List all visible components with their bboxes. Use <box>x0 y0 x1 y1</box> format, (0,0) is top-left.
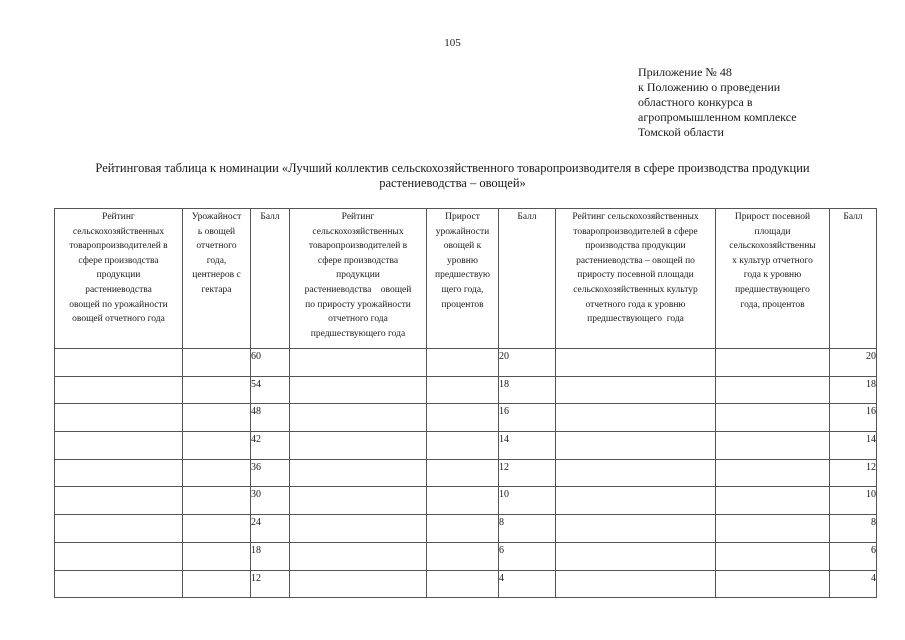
table-row <box>55 376 877 404</box>
column-header-line: по приросту урожайности <box>305 299 411 310</box>
column-header-line: года к уровню <box>743 270 802 281</box>
column-header-line: овощей к <box>443 241 482 252</box>
empty-cell <box>290 404 427 432</box>
column-header-line: товаропроизводителей в <box>308 241 408 252</box>
table-row <box>55 515 877 543</box>
column-header <box>427 209 499 349</box>
empty-cell <box>183 487 251 515</box>
empty-cell <box>183 515 251 543</box>
column-header-line: предшествую <box>435 270 490 281</box>
column-header-line: товаропроизводителей в сфере <box>573 226 698 237</box>
empty-cell <box>427 459 499 487</box>
column-header <box>290 209 427 349</box>
empty-cell <box>55 515 183 543</box>
ball-cell: 36 <box>251 459 290 487</box>
column-header-line: товаропроизводителей в <box>69 241 168 252</box>
column-header <box>556 209 716 349</box>
empty-cell <box>427 404 499 432</box>
column-header-line: уровню <box>447 255 478 266</box>
table-row <box>55 570 877 598</box>
column-header-line: площади <box>754 226 791 237</box>
column-header <box>251 209 290 349</box>
empty-cell <box>716 404 830 432</box>
column-header-line: сельскохозяйственны <box>729 241 816 252</box>
column-header-line: щего года, <box>441 284 484 295</box>
column-header-line: Балл <box>517 212 537 222</box>
empty-cell <box>183 432 251 460</box>
ball-cell: 8 <box>499 515 556 543</box>
empty-cell <box>290 487 427 515</box>
column-header-line: сельскохозяйственных культур <box>573 284 698 295</box>
appendix-line: областного конкурса в <box>638 95 753 109</box>
ball-cell: 42 <box>251 432 290 460</box>
ball-cell: 12 <box>830 459 877 487</box>
column-header-line: Прирост <box>445 212 480 222</box>
empty-cell <box>55 432 183 460</box>
appendix-line: Томской области <box>638 125 724 139</box>
document-title-line: растениеводства – овощей» <box>379 176 526 190</box>
column-header-line: урожайности <box>435 226 490 237</box>
empty-cell <box>556 570 716 598</box>
ball-cell: 20 <box>499 349 556 377</box>
table-body <box>55 349 877 598</box>
ball-cell: 12 <box>251 570 290 598</box>
column-header-line: гектара <box>201 284 232 295</box>
appendix-block <box>638 65 878 140</box>
column-header-line: Прирост посевной <box>734 212 811 222</box>
empty-cell <box>716 349 830 377</box>
empty-cell <box>556 376 716 404</box>
empty-cell <box>55 570 183 598</box>
table-row <box>55 432 877 460</box>
column-header-line: предшествующего года <box>587 314 684 325</box>
empty-cell <box>55 459 183 487</box>
ball-cell: 16 <box>499 404 556 432</box>
ball-cell: 48 <box>251 404 290 432</box>
empty-cell <box>183 570 251 598</box>
column-header-line: продукции <box>336 270 380 281</box>
ball-cell: 10 <box>830 487 877 515</box>
empty-cell <box>427 432 499 460</box>
ball-cell: 6 <box>499 542 556 570</box>
column-header-line: овощей отчетного года <box>72 314 165 325</box>
column-header <box>55 209 183 349</box>
empty-cell <box>290 459 427 487</box>
column-header-line: Рейтинг <box>102 212 135 222</box>
empty-cell <box>55 542 183 570</box>
column-header-line: отчетного <box>196 241 237 252</box>
column-header-line: года, <box>206 255 227 266</box>
empty-cell <box>427 487 499 515</box>
table-row <box>55 459 877 487</box>
empty-cell <box>290 432 427 460</box>
empty-cell <box>427 376 499 404</box>
empty-cell <box>716 542 830 570</box>
column-header-line: растениеводства овощей <box>304 284 412 295</box>
column-header-line: центнеров с <box>192 270 241 281</box>
empty-cell <box>290 376 427 404</box>
column-header-line: года, процентов <box>740 299 805 310</box>
column-header-line: ь овощей <box>197 226 236 237</box>
column-header-line: продукции <box>96 270 141 281</box>
empty-cell <box>290 542 427 570</box>
empty-cell <box>556 349 716 377</box>
empty-cell <box>427 570 499 598</box>
empty-cell <box>716 487 830 515</box>
ball-cell: 20 <box>830 349 877 377</box>
ball-cell: 24 <box>251 515 290 543</box>
ball-cell: 16 <box>830 404 877 432</box>
column-header-line: производства продукции <box>585 241 686 252</box>
empty-cell <box>183 542 251 570</box>
ball-cell: 54 <box>251 376 290 404</box>
empty-cell <box>556 404 716 432</box>
empty-cell <box>55 376 183 404</box>
column-header-line: предшествующего <box>735 284 810 295</box>
empty-cell <box>183 459 251 487</box>
empty-cell <box>183 376 251 404</box>
ball-cell: 12 <box>499 459 556 487</box>
column-header-line: Балл <box>260 212 280 222</box>
ball-cell: 4 <box>830 570 877 598</box>
empty-cell <box>55 487 183 515</box>
column-header-line: отчетного года <box>328 314 388 325</box>
column-header <box>499 209 556 349</box>
ball-cell: 14 <box>499 432 556 460</box>
empty-cell <box>55 349 183 377</box>
empty-cell <box>55 404 183 432</box>
column-header-line: Урожайност <box>191 212 242 222</box>
page-number: 105 <box>444 37 461 49</box>
document-title-line: Рейтинговая таблица к номинации «Лучший коллектив сельскохозяйственного товаропроизводителя в сфере производства продукции <box>95 161 810 175</box>
empty-cell <box>290 515 427 543</box>
empty-cell <box>427 542 499 570</box>
column-header <box>830 209 877 349</box>
empty-cell <box>556 542 716 570</box>
column-header-line: х культур отчетного <box>732 255 813 266</box>
table-row <box>55 542 877 570</box>
empty-cell <box>290 349 427 377</box>
ball-cell: 18 <box>251 542 290 570</box>
document-title <box>40 161 865 191</box>
column-header <box>183 209 251 349</box>
empty-cell <box>556 459 716 487</box>
empty-cell <box>290 570 427 598</box>
empty-cell <box>716 515 830 543</box>
appendix-line: к Положению о проведении <box>638 80 781 94</box>
column-header-line: предшествующего года <box>310 328 406 339</box>
column-header-line: сфере производства <box>78 255 159 266</box>
empty-cell <box>556 487 716 515</box>
column-header-line: Рейтинг <box>341 212 375 222</box>
empty-cell <box>183 349 251 377</box>
appendix-line: агропромышленном комплексе <box>638 110 797 124</box>
column-header <box>716 209 830 349</box>
appendix-line: Приложение № 48 <box>638 65 732 79</box>
column-header-line: процентов <box>441 299 484 310</box>
ball-cell: 60 <box>251 349 290 377</box>
table-row <box>55 404 877 432</box>
column-header-line: овощей по урожайности <box>69 299 168 310</box>
empty-cell <box>716 570 830 598</box>
empty-cell <box>183 404 251 432</box>
ball-cell: 18 <box>499 376 556 404</box>
table-header-row <box>55 209 877 349</box>
ball-cell: 18 <box>830 376 877 404</box>
column-header-line: сельскохозяйственных <box>312 226 404 237</box>
column-header-line: сельскохозяйственных <box>72 226 165 237</box>
empty-cell <box>716 459 830 487</box>
table-row <box>55 349 877 377</box>
column-header-line: отчетного года к уровню <box>585 299 686 310</box>
empty-cell <box>427 515 499 543</box>
ball-cell: 14 <box>830 432 877 460</box>
column-header-line: сфере производства <box>317 255 399 266</box>
ball-cell: 6 <box>830 542 877 570</box>
rating-table <box>54 208 877 598</box>
table-row <box>55 487 877 515</box>
column-header-line: растениеводства <box>85 284 152 295</box>
ball-cell: 4 <box>499 570 556 598</box>
column-header-line: Балл <box>843 212 863 222</box>
empty-cell <box>556 515 716 543</box>
column-header-line: растениеводства – овощей по <box>576 255 695 266</box>
ball-cell: 10 <box>499 487 556 515</box>
ball-cell: 30 <box>251 487 290 515</box>
empty-cell <box>716 376 830 404</box>
empty-cell <box>716 432 830 460</box>
empty-cell <box>427 349 499 377</box>
column-header-line: Рейтинг сельскохозяйственных <box>572 212 699 222</box>
ball-cell: 8 <box>830 515 877 543</box>
empty-cell <box>556 432 716 460</box>
column-header-line: приросту посевной площади <box>577 270 694 281</box>
